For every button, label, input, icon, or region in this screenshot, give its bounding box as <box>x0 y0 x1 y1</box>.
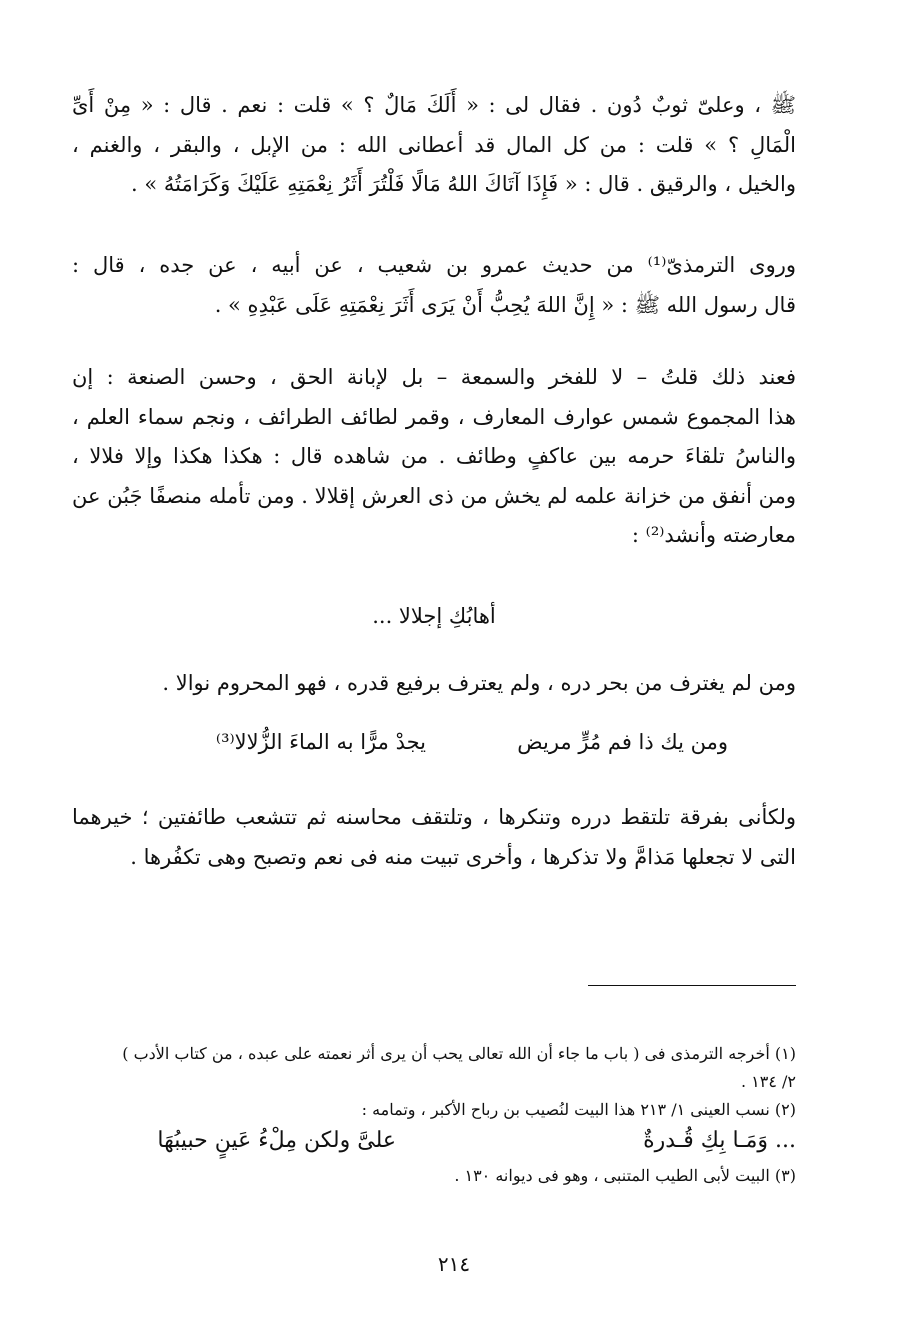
page-number: ٢١٤ <box>437 1252 471 1276</box>
paragraph-line: الْمَالِ ؟ » قلت : من كل المال قد أعطانى الله : من الإبل ، والبقر ، والغنم ، <box>72 132 796 157</box>
footnote-verse-hemistich-first: ... وَمَـا بِكِ قُـدرةٌ <box>643 1128 796 1153</box>
paragraph-line: قال رسول الله ﷺ : « إِنَّ اللهَ يُحِبُّ أَنْ يَرَى أَثَرَ نِعْمَتِهِ عَلَى عَبْدِهِ » . <box>214 292 796 317</box>
verse-fragment: أهابُكِ إجلالا ... <box>372 604 496 628</box>
paragraph-line: هذا المجموع شمس عوارف المعارف ، وقمر لطائف الطرائف ، ونجم سماء العلم ، <box>72 404 796 429</box>
footnote-1-line: (١) أخرجه الترمذى فى ( باب ما جاء أن الله تعالى يحب أن يرى أثر نعمته على عبده ، من كتاب الأدب ) <box>122 1044 796 1063</box>
paragraph-hadith-clothing <box>72 86 796 205</box>
paragraph-closing <box>72 798 796 877</box>
paragraph-author-statement <box>72 358 796 556</box>
footnote-2-line: (٢) نسب العينى ١/ ٢١٣ هذا البيت لنُصيب بن رباح الأكبر ، وتمامه : <box>361 1100 796 1119</box>
paragraph-line: والناسُ تلقاءَ حرمه بين عاكفٍ وطائف . من شاهده قال : هكذا هكذا وإلا فلالا ، <box>72 444 796 468</box>
footnote-verse-hemistich-second: علىَّ ولكن مِلْءُ عَينٍ حبيبُهَا <box>157 1128 396 1153</box>
paragraph-line: ولكأنى بفرقة تلتقط درره وتنكرها ، وتلتقف محاسنه ثم تتشعب طائفتين ؛ خيرهما <box>72 805 796 829</box>
paragraph-tirmidhi-narration <box>72 246 796 325</box>
verse-hemistich-second: يجدْ مرًّا به الماءَ الزُّلالا⁽³⁾ <box>215 730 426 754</box>
paragraph-line: والخيل ، والرقيق . قال : « فَإِذَا آتَاكَ اللهُ مَالًا فَلْتُرَ أَثَرُ نِعْمَتِهِ عَلَيْكَ وَكَرَامَتُهُ » . <box>131 172 796 196</box>
paragraph-line: ومن أنفق من خزانة علمه لم يخش من ذى العرش إقلالا . ومن تأمله منصفًا جَبُن عن <box>72 483 796 508</box>
footnote-separator <box>588 985 796 986</box>
paragraph-line: فعند ذلك قلتُ – لا للفخر والسمعة – بل لإبانة الحق ، وحسن الصنعة : إن <box>72 365 796 389</box>
paragraph-line: وروى الترمذىّ⁽¹⁾ من حديث عمرو بن شعيب ، عن أبيه ، عن جده ، قال : <box>72 253 797 277</box>
paragraph-after-verse <box>72 664 796 704</box>
paragraph-line: معارضته وأنشد⁽²⁾ : <box>631 523 796 547</box>
verse-hemistich-first: ومن يك ذا فم مُرٍّ مريض <box>517 730 728 754</box>
footnote-3 <box>72 1162 796 1190</box>
paragraph-line: ومن لم يغترف من بحر دره ، ولم يعترف برفيع قدره ، فهو المحروم نوالا . <box>162 671 796 695</box>
footnote-3-line: (٣) البيت لأبى الطيب المتنبى ، وهو فى ديوانه ١٣٠ . <box>454 1166 796 1185</box>
footnotes <box>72 1040 796 1124</box>
paragraph-line: التى لا تجعلها مَذامَّ ولا تذكرها ، وأخرى تبيت منه فى نعم وتصبح وهى تكفُرها . <box>130 844 796 869</box>
paragraph-line: ﷺ ، وعلىّ ثوبٌ دُون . فقال لى : « أَلَكَ مَالٌ ؟ » قلت : نعم . قال : « مِنْ أَىِّ <box>72 93 796 117</box>
footnote-1-line: ٢/ ١٣٤ . <box>740 1072 796 1091</box>
